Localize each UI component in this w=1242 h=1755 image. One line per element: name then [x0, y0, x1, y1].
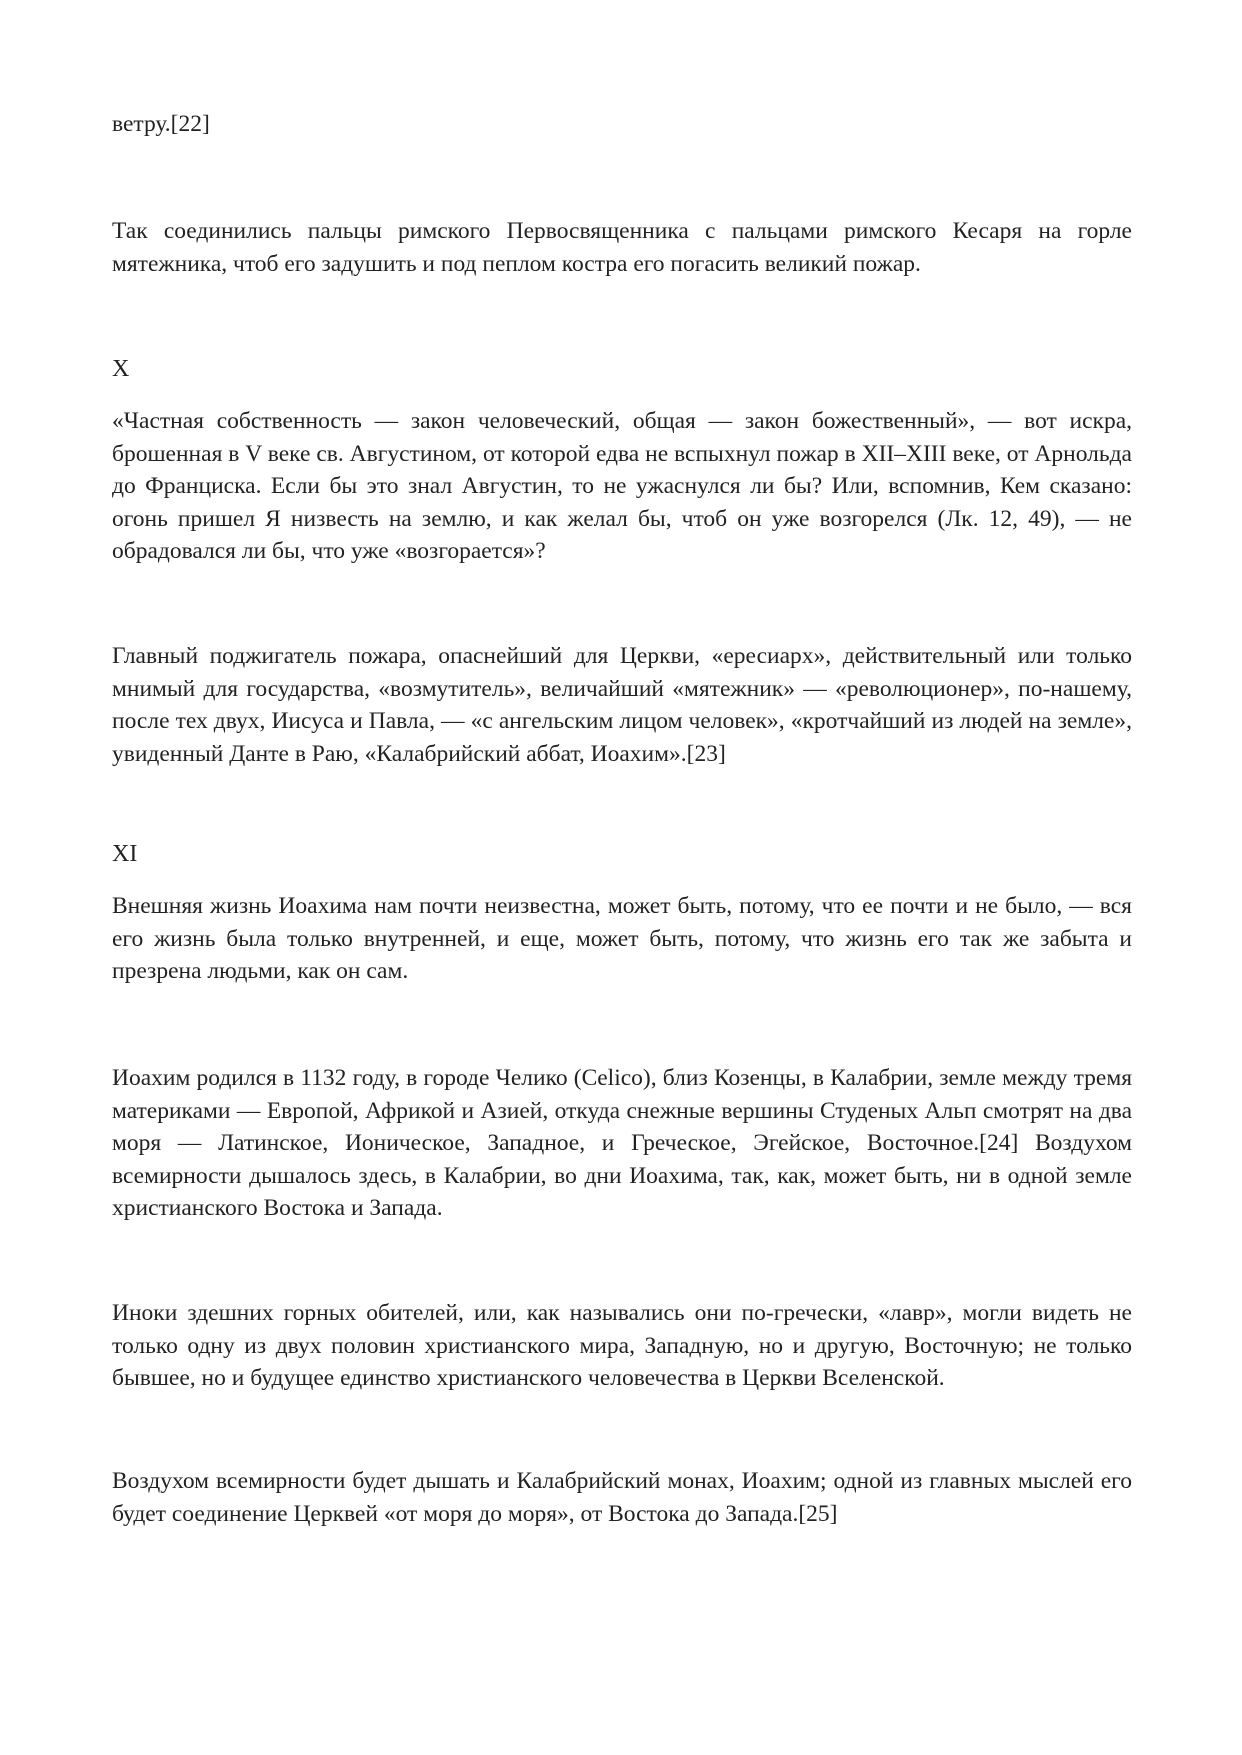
section-heading-x: X [112, 356, 130, 382]
paragraph-mountain-monks: Иноки здешних горных обителей, или, как назывались они по-гречески, «лавр», могли видеть не только одну из двух половин христианского мира, Западную, но и другую, Восточную; не только бывшее, но и будущее единство христианского человечества в Церкви Вселенской. [112, 1300, 1132, 1392]
paragraph-chief-arsonist: Главный поджигатель пожара, опаснейший для Церкви, «ересиарх», действительный или только мнимый для государства, «возмутитель», величайший «мятежник» — «революционер», по-нашему, после тех двух, Иисуса и Павла, — «с ангельским лицом человек», «кротчайший из людей на земле», увиденный Данте в Раю, «Калабрийский аббат, Иоахим».[23] [112, 643, 1132, 767]
paragraph-birth-of-joachim: Иоахим родился в 1132 году, в городе Челико (Celico), близ Козенцы, в Калабрии, земле между тремя материками — Европой, Африкой и Азией, откуда снежные вершины Студеных Альп смотрят на два моря — Латинское, Ионическое, Западное, и Греческое, Эгейское, Восточное.[24] Воздухом всемирности дышалось здесь, в Калабрии, во дни Иоахима, так, как, может быть, ни в одной земле христианского Востока и Запада. [112, 1065, 1132, 1222]
section-heading-xi: XI [112, 841, 138, 867]
paragraph-private-property: «Частная собственность — закон человеческий, общая — закон божественный», — вот искра, брошенная в V веке св. Августином, от которой едва не вспыхнул пожар в XII–XIII веке, от Арнольда до Франциска. Если бы это знал Августин, то не ужаснулся ли бы? Или, вспомнив, Кем сказано: огонь пришел Я низвесть на землю, и как желал бы, чтоб он уже возгорелся (Лк. 12, 49), — не обрадовался ли бы, что уже «возгорается»? [112, 408, 1132, 565]
paragraph-universality: Воздухом всемирности будет дышать и Калабрийский монах, Иоахим; одной из главных мыслей его будет соединение Церквей «от моря до моря», от Востока до Запада.[25] [112, 1468, 1132, 1527]
paragraph-fingers-of-pontiff: Так соединились пальцы римского Первосвященника с пальцами римского Кесаря на горле мятежника, чтоб его задушить и под пеплом костра его погасить великий пожар. [112, 218, 1132, 277]
paragraph-continuation: ветру.[22] [112, 111, 210, 137]
paragraph-outer-life: Внешняя жизнь Иоахима нам почти неизвестна, может быть, потому, что ее почти и не было, — вся его жизнь была только внутренней, и еще, может быть, потому, что жизнь его так же забыта и презрена людьми, как он сам. [112, 893, 1132, 985]
